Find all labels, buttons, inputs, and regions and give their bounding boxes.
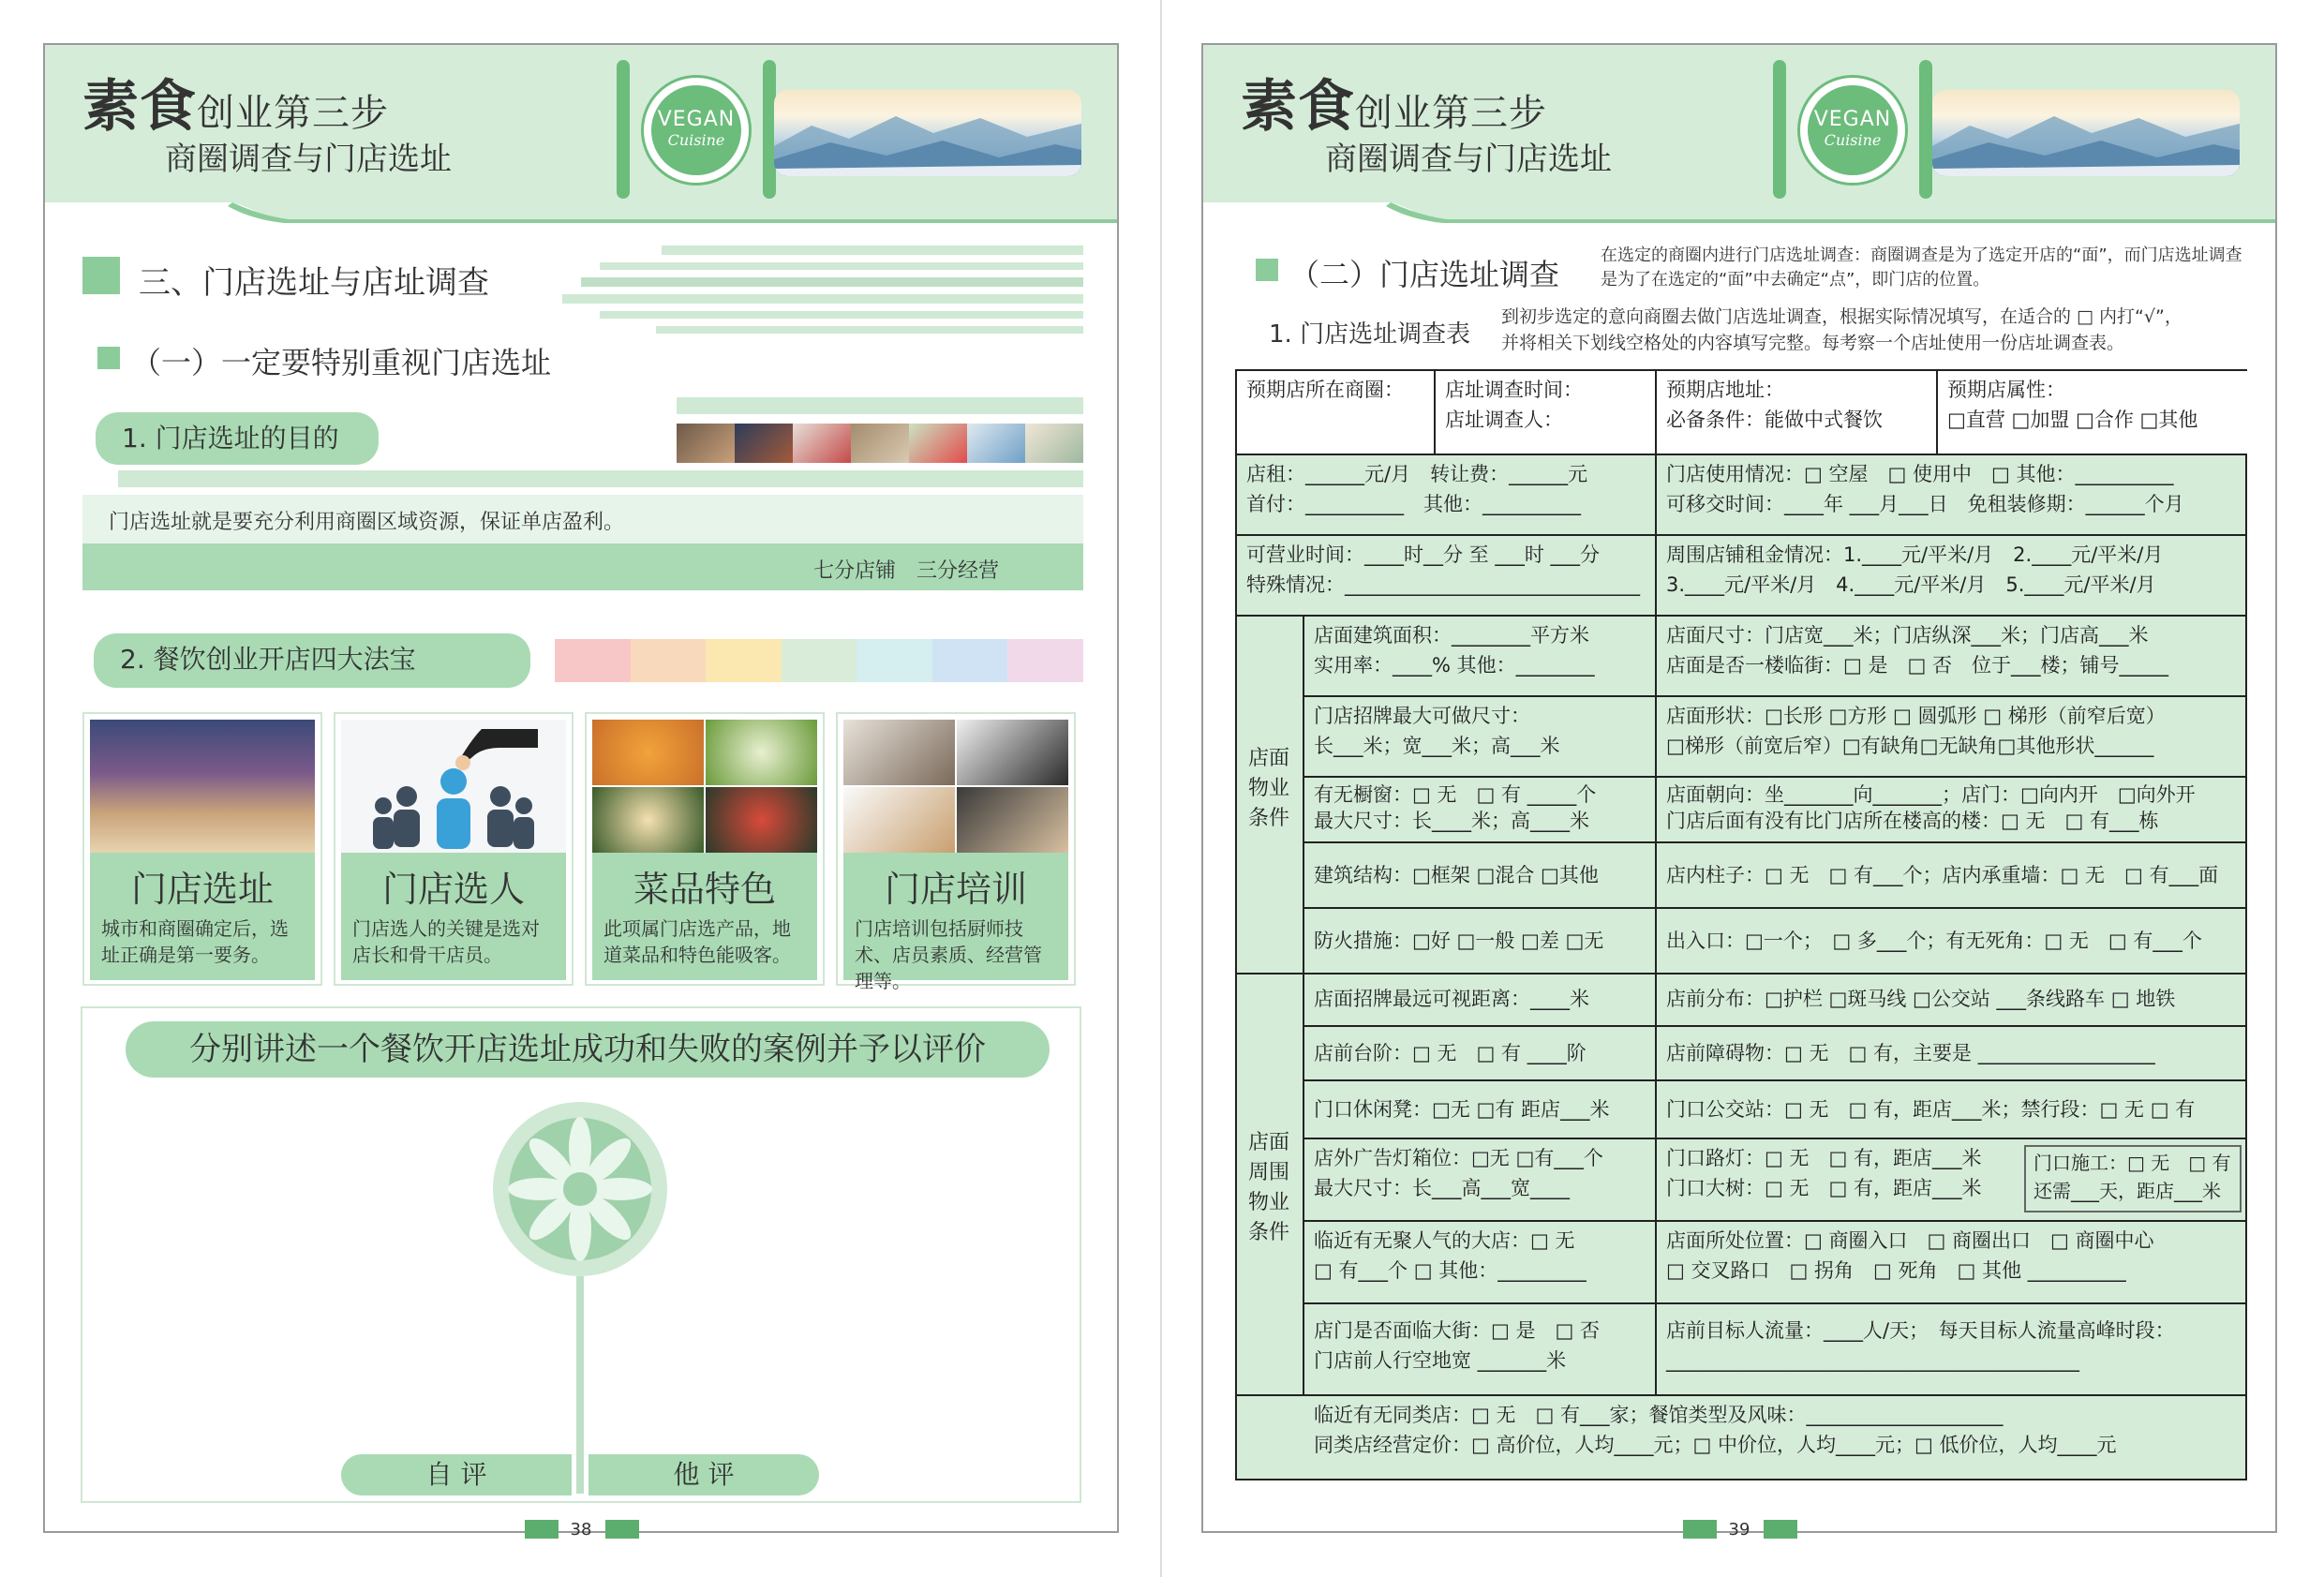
cell-size	[1657, 617, 2247, 697]
cell-text: 店面形状：□长形 □方形 □ 圆弧形 □ 梯形（前窄后宽）	[1666, 705, 2166, 727]
cell-survey-time	[1436, 371, 1657, 455]
page-39	[1162, 0, 2324, 1577]
table-note	[1501, 304, 2182, 356]
cell-text: 预期店属性：	[1947, 379, 2065, 401]
cell-text: 店面招牌最远可视距离：____米	[1314, 988, 1589, 1010]
cell-text: 门口大树：□ 无 □ 有，距店___米	[1666, 1177, 1982, 1199]
cell-front-facilities	[1657, 974, 2247, 1027]
flower-stem	[576, 1276, 584, 1494]
section-note-line: 是为了在选定的“面”中去确定“点”，即门店的位置。	[1601, 270, 1990, 290]
cell-text: 同类店经营定价：□ 高价位，人均____元；□ 中价位，人均____元；□ 低价位，人均____元	[1314, 1434, 2117, 1456]
cell-location	[1657, 1222, 2247, 1304]
cell-structure	[1304, 843, 1657, 909]
cell-signboard	[1304, 697, 1657, 778]
cell-trade-area	[1237, 371, 1436, 455]
cell-fire	[1304, 909, 1657, 974]
subsection-heading: （一）一定要特别重视门店选址	[131, 345, 552, 380]
group-surroundings	[1237, 974, 1304, 1396]
group-label: 店面物业条件	[1247, 747, 1289, 830]
table-note-line: 到初步选定的意向商圈去做门店选址调查，根据实际情况填写，在适合的 □ 内打“√”，	[1501, 306, 2182, 327]
fork-icon	[617, 60, 630, 199]
cell-text: 可营业时间：____时__分 至 ___时 ___分	[1246, 543, 1601, 566]
table-note-line: 并将相关下划线空格处的内容填写完整。每考察一个店址使用一份店址调查表。	[1501, 333, 2125, 353]
cell-obstacles	[1657, 1027, 2247, 1081]
cell-text: 防火措施：□好 □一般 □差 □无	[1314, 930, 1604, 952]
card-title: 门店选址	[130, 869, 274, 910]
title-emphasis: 素食	[1241, 74, 1355, 140]
cell-text: 门口公交站：□ 无 □ 有，距店___米；禁行段：□ 无 □ 有	[1666, 1098, 2196, 1121]
cell-text: 特殊情况：______________________________	[1246, 573, 1640, 596]
cell-text: □梯形（前宽后窄）□有缺角□无缺角□其他形状______	[1666, 735, 2154, 757]
subsection-marker	[97, 347, 120, 369]
cell-text: 周围店铺租金情况：1.____元/平米/月 2.____元/平米/月	[1666, 543, 2164, 566]
page-number: 38	[570, 1520, 592, 1540]
cell-benches	[1304, 1081, 1657, 1139]
card-title: 门店选人	[381, 869, 525, 910]
logo-text-bottom: Cuisine	[1824, 131, 1882, 149]
cell-text: 店面尺寸：门店宽___米；门店纵深___米；门店高___米	[1666, 624, 2149, 647]
cell-text: 可移交时间：____年 ___月___日 免租装修期：______个月	[1666, 493, 2184, 515]
mountain-image	[774, 90, 1081, 176]
cell-text: 店址调查时间：	[1445, 379, 1583, 401]
card-desc: 城市和商圈确定后，选址正确是第一要务。	[101, 917, 289, 966]
slogan-bar: 七分店铺 三分经营	[82, 543, 1083, 590]
cell-text: 预期店地址：	[1666, 379, 1784, 401]
cell-foot-traffic	[1657, 1304, 2247, 1396]
flower-icon	[493, 1102, 667, 1276]
cell-shape	[1657, 697, 2247, 778]
cell-orientation	[1657, 778, 2247, 843]
cell-text: 临近有无聚人气的大店：□ 无	[1314, 1229, 1575, 1252]
cell-text: 店前分布：□护栏 □斑马线 □公交站 ___条线路车 □ 地铁	[1666, 988, 2176, 1010]
cell-text: 长___米；宽___米；高___米	[1314, 735, 1560, 757]
vegan-logo	[1797, 75, 1908, 186]
chef-training-photo	[843, 720, 1068, 853]
cell-text: 首付：__________ 其他：__________	[1246, 493, 1581, 515]
location-photo-strip	[677, 424, 1083, 463]
cell-text: 店前台阶：□ 无 □ 有 ____阶	[1314, 1042, 1587, 1064]
card-title: 门店培训	[884, 869, 1027, 910]
title-rest: 创业第三步	[197, 92, 389, 135]
cell-sign-distance	[1304, 974, 1657, 1027]
other-eval-label: 他 评	[588, 1454, 819, 1495]
treasure-pill: 2. 餐饮创业开店四大法宝	[94, 633, 530, 688]
color-palette-bar	[555, 639, 1083, 682]
cell-text: 门店招牌最大可做尺寸：	[1314, 705, 1530, 727]
cell-competitors	[1304, 1396, 2247, 1479]
cell-text: 店外广告灯箱位：□无 □有___个	[1314, 1147, 1603, 1169]
footer-bar	[605, 1520, 639, 1539]
cell-text: 3.____元/平米/月 4.____元/平米/月 5.____元/平米/月	[1666, 573, 2156, 596]
cell-nearby-rent	[1657, 536, 2247, 617]
card-desc: 门店选人的关键是选对店长和骨干店员。	[352, 917, 540, 966]
purpose-pill: 1. 门店选址的目的	[96, 412, 379, 465]
card-desc: 此项属门店选产品，地道菜品和特色能吸客。	[603, 917, 791, 966]
cell-text: 门口施工：□ 无 □ 有	[2034, 1152, 2231, 1174]
cell-streetlight	[1657, 1139, 2247, 1222]
card-store-training	[836, 712, 1076, 992]
footer-bar	[1764, 1520, 1797, 1539]
table-title: 1. 门店选址调查表	[1269, 320, 1471, 349]
site-survey-table	[1235, 369, 2247, 1480]
cell-text: 店门是否面临大街：□ 是 □ 否	[1314, 1319, 1601, 1342]
cell-text: 临近有无同类店：□ 无 □ 有___家；餐馆类型及风味：____________________	[1314, 1404, 2004, 1426]
cell-text: 店面朝向：坐_______向_______；店门：□向内开 □向外开	[1666, 783, 2196, 806]
logo-text-bottom: Cuisine	[667, 131, 725, 149]
cell-text: 门店后面有没有比门店所在楼高的楼：□ 无 □ 有___栋	[1666, 810, 2159, 832]
cell-text: □直营 □加盟 □合作 □其他	[1947, 409, 2198, 431]
header-swoosh	[1203, 195, 2275, 223]
page-title	[1241, 62, 1547, 142]
cell-text: 必备条件：能做中式餐饮	[1666, 409, 1883, 431]
cell-bus-stop	[1657, 1081, 2247, 1139]
cell-text: □ 有___个 □ 其他：_________	[1314, 1259, 1587, 1282]
cell-text: 店面建筑面积：________平方米	[1314, 624, 1589, 647]
cell-text: 店面所处位置：□ 商圈入口 □ 商圈出口 □ 商圈中心	[1666, 1229, 2154, 1252]
cell-pillars	[1657, 843, 2247, 909]
cell-text: 门口路灯：□ 无 □ 有，距店___米	[1666, 1147, 1982, 1169]
cell-text: 门店前人行空地宽 _______米	[1314, 1349, 1567, 1372]
card-store-location	[82, 712, 322, 986]
dishes-photo	[592, 720, 817, 853]
cell-address	[1657, 371, 1938, 455]
cell-text: 店前目标人流量：____人/天； 每天目标人流量高峰时段：	[1666, 1319, 2175, 1342]
self-eval-label: 自 评	[341, 1454, 572, 1495]
cell-rent	[1237, 455, 1657, 536]
page-title	[82, 62, 389, 142]
section-marker	[1256, 259, 1278, 281]
cell-text: 预期店所在商圈：	[1246, 379, 1404, 401]
cell-usage	[1657, 455, 2247, 536]
logo-text-top: VEGAN	[657, 108, 736, 131]
cell-text: 门口休闲凳：□无 □有 距店___米	[1314, 1098, 1610, 1121]
purpose-text: 门店选址就是要充分利用商圈区域资源，保证单店盈利。	[82, 495, 1083, 543]
cell-text: 建筑结构：□框架 □混合 □其他	[1314, 864, 1599, 886]
cell-street-facing	[1304, 1304, 1657, 1396]
header-swoosh	[45, 195, 1117, 223]
title-rest: 创业第三步	[1355, 92, 1547, 135]
cell-text: 还需___天，距店___米	[2034, 1180, 2221, 1202]
cell-text: 店前障碍物：□ 无 □ 有，主要是 __________________	[1666, 1042, 2155, 1064]
card-title: 菜品特色	[633, 869, 776, 910]
section-heading: （二）门店选址调查	[1289, 257, 1560, 292]
cell-steps	[1304, 1027, 1657, 1081]
cell-text: 门店使用情况：□ 空屋 □ 使用中 □ 其他：__________	[1666, 463, 2174, 485]
case-title: 分别讲述一个餐饮开店选址成功和失败的案例并予以评价	[126, 1021, 1050, 1078]
cell-text: 店租：______元/月 转让费：______元	[1246, 463, 1588, 485]
card-store-staff	[334, 712, 574, 986]
section-marker	[82, 257, 120, 294]
decor-stripe	[118, 470, 1083, 487]
decor-stripe	[677, 397, 1083, 414]
fork-icon	[1773, 60, 1786, 199]
group-property	[1237, 617, 1304, 974]
cell-text: 实用率：____% 其他：________	[1314, 654, 1595, 677]
section-note-line: 在选定的商圈内进行门店选址调查：商圈调查是为了选定开店的“面”，而门店选址调查	[1601, 245, 2242, 265]
page-subtitle: 商圈调查与门店选址	[1325, 141, 1612, 178]
group-label: 店面周围物业条件	[1247, 1131, 1289, 1244]
cell-lightbox	[1304, 1139, 1657, 1222]
cell-text: __________________________________________	[1666, 1349, 2079, 1372]
cell-text: 有无橱窗：□ 无 □ 有 _____个	[1314, 783, 1597, 806]
cell-text: 店址调查人：	[1445, 409, 1563, 431]
title-emphasis: 素食	[82, 74, 197, 140]
cell-store-type	[1938, 371, 2247, 455]
section-heading: 三、门店选址与店址调查	[139, 264, 489, 302]
cell-text: 出入口：□一个； □ 多___个；有无死角：□ 无 □ 有___个	[1666, 930, 2202, 952]
cell-entrance	[1657, 909, 2247, 974]
logo-text-top: VEGAN	[1813, 108, 1892, 131]
cell-hours	[1237, 536, 1657, 617]
cell-anchor-stores	[1304, 1222, 1657, 1304]
page-number: 39	[1728, 1520, 1750, 1540]
cell-text: □ 交叉路口 □ 拐角 □ 死角 □ 其他 __________	[1666, 1259, 2126, 1282]
page-subtitle: 商圈调查与门店选址	[165, 141, 452, 178]
vegan-logo	[641, 75, 752, 186]
cell-area	[1304, 617, 1657, 697]
cell-window	[1304, 778, 1657, 843]
section-note	[1601, 244, 2242, 292]
card-desc: 门店培训包括厨师技术、店员素质、经营管理等。	[855, 917, 1042, 992]
cell-text: 最大尺寸：长____米；高____米	[1314, 810, 1589, 832]
construction-box	[2024, 1145, 2242, 1213]
cell-text: 店内柱子：□ 无 □ 有___个；店内承重墙：□ 无 □ 有___面	[1666, 864, 2219, 886]
cell-text: 最大尺寸：长___高___宽____	[1314, 1177, 1570, 1199]
cell-text: 店面是否一楼临街：□ 是 □ 否 位于___楼；铺号_____	[1666, 654, 2169, 677]
card-dish-feature	[585, 712, 825, 986]
people-icon	[341, 720, 566, 853]
mountain-image	[1932, 90, 2240, 176]
knife-icon	[1919, 60, 1932, 199]
mall-photo	[90, 720, 315, 853]
